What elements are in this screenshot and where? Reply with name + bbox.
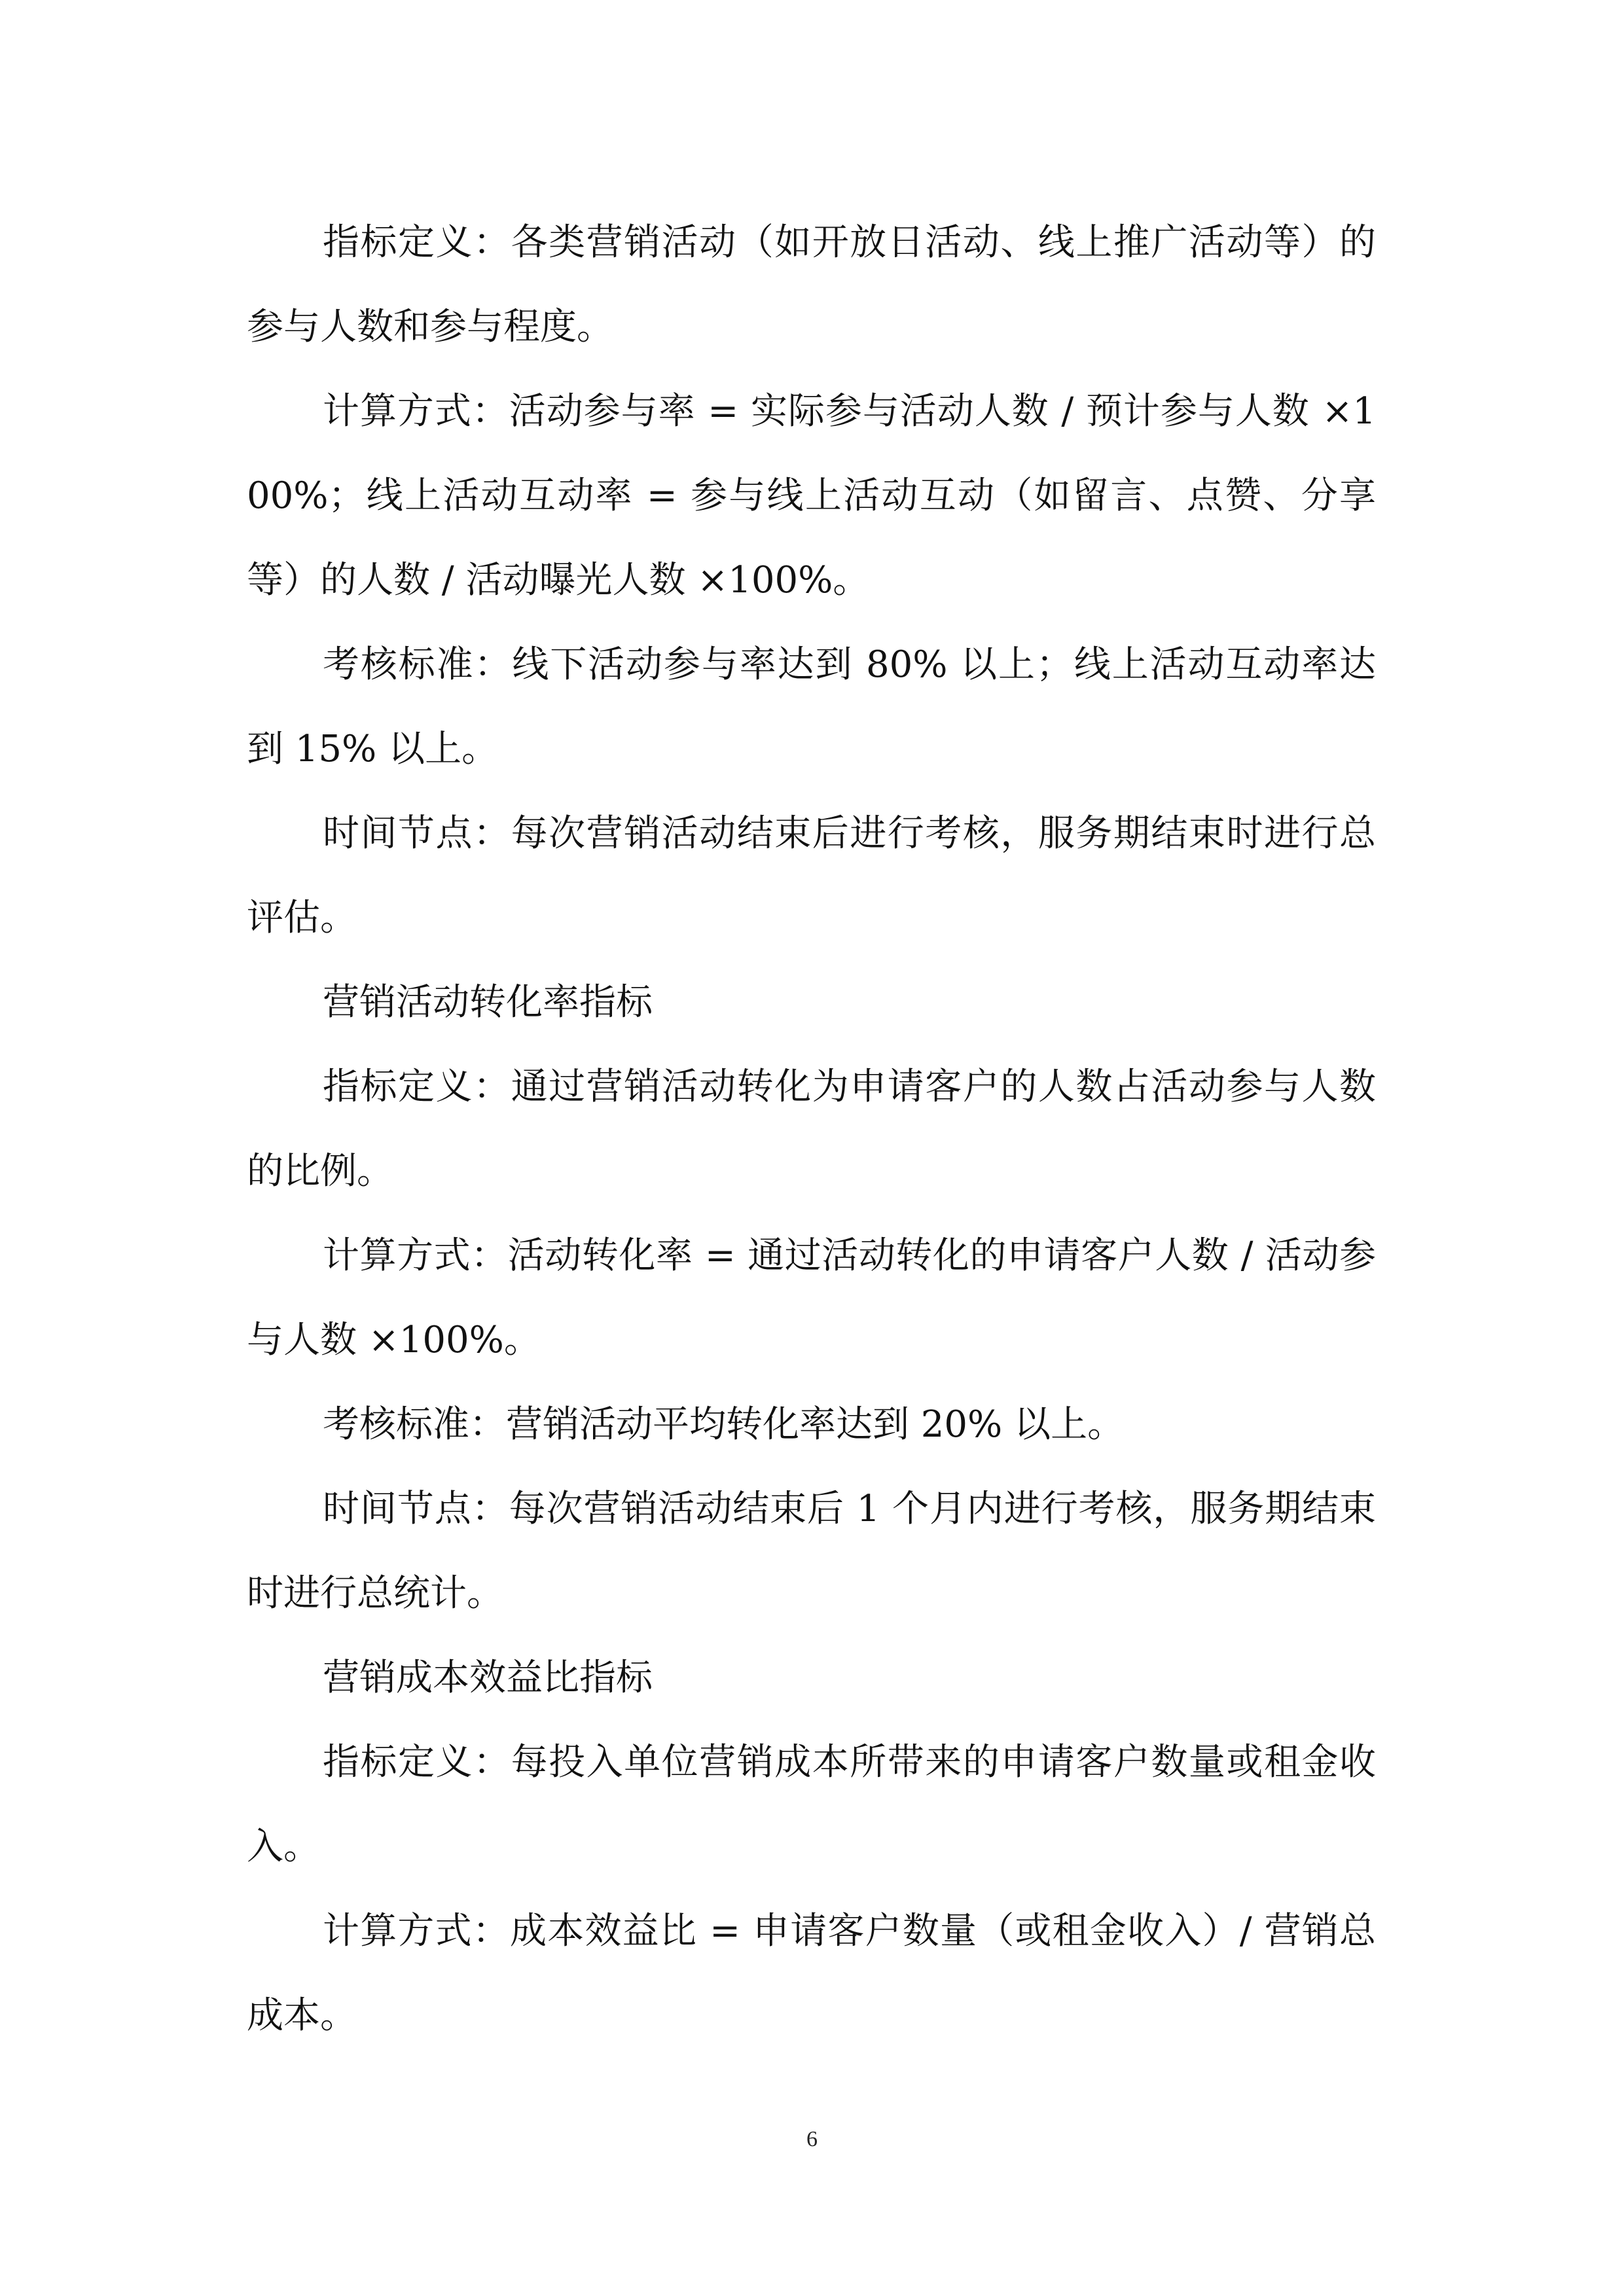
document-body [247,200,1376,2058]
paragraph-participation-standard: 考核标准：线下活动参与率达到 80% 以上；线上活动互动率达到 15% 以上。 [247,643,1376,770]
paragraph-conversion-standard: 考核标准：营销活动平均转化率达到 20% 以上。 [323,1403,1125,1446]
paragraph-conversion-calculation: 计算方式：活动转化率 = 通过活动转化的申请客户人数 / 活动参与人数 ×100%。 [247,1234,1376,1361]
paragraph-participation-timing: 时间节点：每次营销活动结束后进行考核，服务期结束时进行总评估。 [247,812,1376,939]
heading-cost-benefit: 营销成本效益比指标 [323,1657,653,1699]
paragraph-cost-calculation: 计算方式：成本效益比 = 申请客户数量（或租金收入）/ 营销总成本。 [247,1910,1376,2037]
heading-conversion-rate: 营销活动转化率指标 [323,981,653,1024]
paragraph-cost-definition: 指标定义：每投入单位营销成本所带来的申请客户数量或租金收入。 [247,1741,1376,1868]
paragraph-conversion-timing: 时间节点：每次营销活动结束后 1 个月内进行考核，服务期结束时进行总统计。 [247,1488,1376,1615]
page-number: 6 [806,2127,818,2151]
paragraph-conversion-definition: 指标定义：通过营销活动转化为申请客户的人数占活动参与人数的比例。 [247,1066,1376,1193]
paragraph-participation-definition: 指标定义：各类营销活动（如开放日活动、线上推广活动等）的参与人数和参与程度。 [247,221,1376,348]
paragraph-participation-calculation: 计算方式：活动参与率 = 实际参与活动人数 / 预计参与人数 ×100%；线上活动互动率 = 参与线上活动互动（如留言、点赞、分享等）的人数 / 活动曝光人数 ×100%。 [247,390,1376,601]
